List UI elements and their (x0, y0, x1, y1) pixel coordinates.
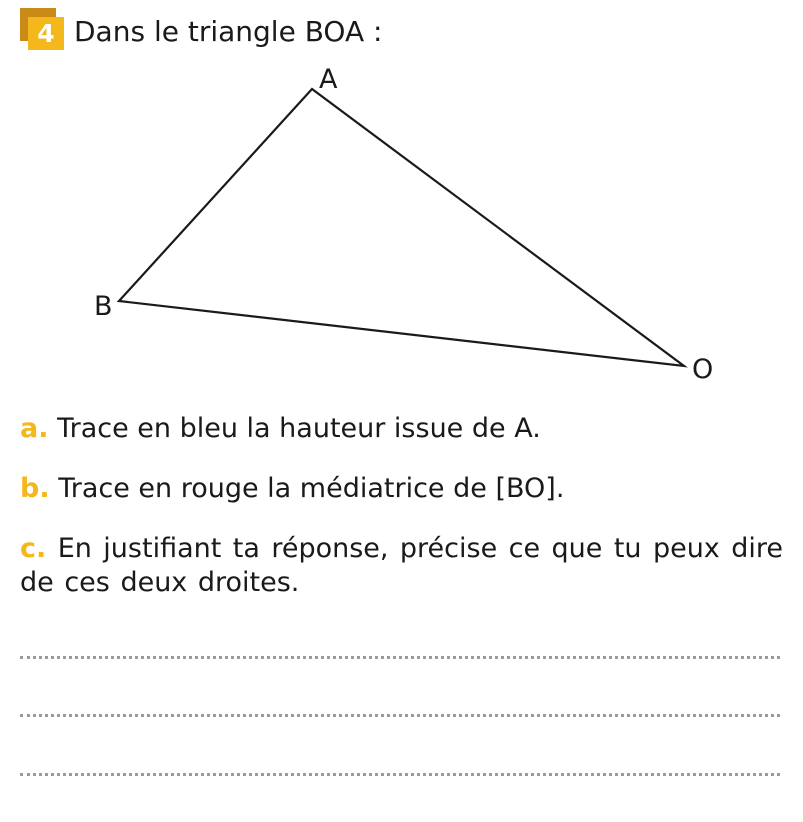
question-letter-c: c. (20, 533, 47, 564)
question-letter-a: a. (20, 413, 49, 444)
vertex-label-b: B (94, 291, 113, 322)
triangle-boa (119, 89, 684, 366)
question-text-b: Trace en rouge la médiatrice de [BO]. (58, 473, 565, 504)
question-c (20, 532, 783, 600)
question-letter-b: b. (20, 473, 50, 504)
vertex-label-a: A (319, 64, 338, 95)
exercise-number: 4 (28, 17, 64, 50)
question-a (20, 412, 783, 446)
answer-line-3[interactable] (20, 773, 780, 776)
answer-line-2[interactable] (20, 714, 780, 717)
vertex-label-o: O (692, 354, 714, 385)
answer-line-1[interactable] (20, 656, 780, 659)
question-text-c: En justifiant ta réponse, précise ce que tu peux dire de ces deux droites. (20, 533, 783, 598)
exercise-title: Dans le triangle BOA : (74, 15, 383, 48)
question-b (20, 472, 783, 506)
exercise-number-badge (20, 8, 64, 50)
question-text-a: Trace en bleu la hauteur issue de A. (57, 413, 541, 444)
